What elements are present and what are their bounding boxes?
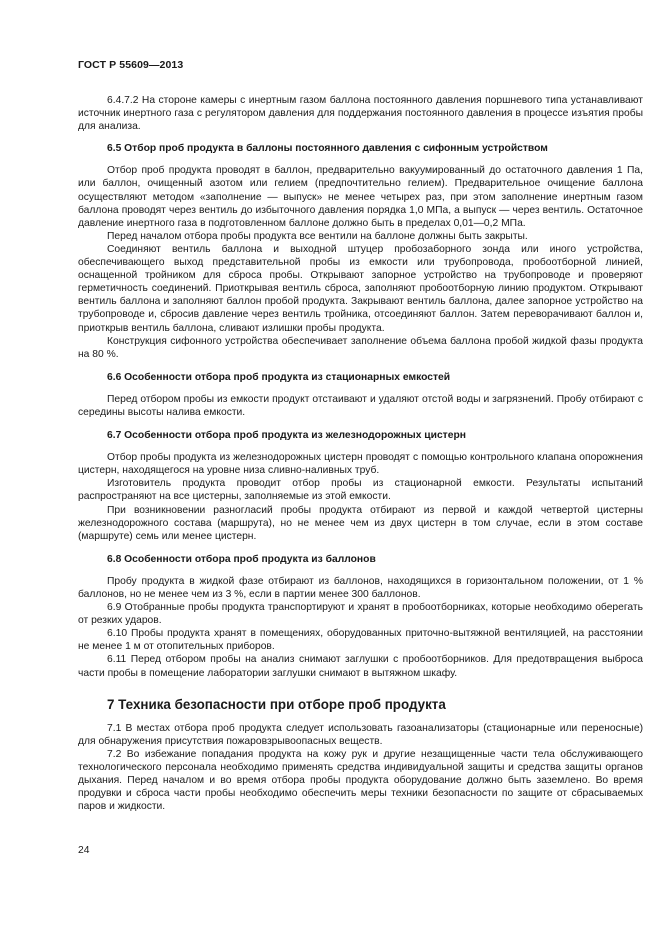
paragraph-6-7-a: Отбор пробы продукта из железнодорожных цистерн проводят с помощью контрольного клапана опорожнения цистерн, находящегося на уровне низа сливно-наливных труб. xyxy=(78,452,643,477)
paragraph-6-10: 6.10 Пробы продукта хранят в помещениях, оборудованных приточно-вытяжной вентиляцией, на расстоянии не менее 1 м от отопительных приборов. xyxy=(78,628,643,653)
heading-6-6: 6.6 Особенности отбора проб продукта из стационарных емкостей xyxy=(107,371,451,383)
paragraph-6-5-c: Соединяют вентиль баллона и выходной штуцер пробозаборного зонда или иного устройства, обеспечивающего выход представительной пробы из емкости или трубопровода, пробоотборной линией, оснащенной тройником для сброса пробы. Открывают запорное устройство на трубопроводе и проверяют герметичность соединений. Приоткрывая вентиль сброса, заполняют пробоотборную линию продуктом. Открывают вентиль баллона и заполняют баллон пробой продукта. Закрывают вентиль баллона, далее запорное устройство на трубопроводе и, сбросив давление через вентиль тройника, отсоединяют баллон. Затем переворачивают баллон и, приоткрыв вентиль баллона, сливают излишки пробы продукта. xyxy=(78,243,643,334)
paragraph-6-4-7-2: 6.4.7.2 На стороне камеры с инертным газом баллона постоянного давления поршневого типа устанавливают источник инертного газа с регулятором давления для поддержания постоянного давления в процессе изъятия пробы для анализа. xyxy=(78,95,643,133)
spacer xyxy=(78,155,643,164)
paragraph-6-5-b: Перед началом отбора пробы продукта все вентили на баллоне должны быть закрыты. xyxy=(107,230,528,242)
paragraph-6-7-b: Изготовитель продукта проводит отбор пробы из стационарной емкости. Результаты испытаний распространяют на все цистерны, заполняемые из этой емкости. xyxy=(78,478,643,503)
paragraph-7-1: 7.1 В местах отбора проб продукта следует использовать газоанализаторы (стационарные или переносные) для обнаружения присутствия пожаровзрывоопасных веществ. xyxy=(78,722,643,747)
paragraph-6-5-d: Конструкция сифонного устройства обеспечивает заполнение объема баллона пробой жидкой фазы продукта на 80 %. xyxy=(78,335,643,360)
paragraph-6-5-a: Отбор проб продукта проводят в баллон, предварительно вакуумированный до остаточного давления 1 Па, или баллон, очищенный азотом или гелием (предпочтительно гелием). Предварительное очищение баллона осуществляют методом «заполнение — выпуск» не менее четырех раз, при этом заполнение инертным газом баллона проводят через вентиль до избыточного давления порядка 1,0 МПа, а выпуск — через вентиль. Остаточное давление инертного газа в подготовленном баллоне должно быть в пределах 0,01—0,2 МПа. xyxy=(78,165,643,229)
document-body xyxy=(78,94,643,813)
paragraph-6-8: Пробу продукта в жидкой фазе отбирают из баллонов, находящихся в горизонтальном положении, от 1 % баллонов, но не менее чем из 3 %, если в партии менее 300 баллонов. xyxy=(78,575,643,600)
spacer xyxy=(78,566,643,575)
spacer xyxy=(78,442,643,451)
page-number: 24 xyxy=(78,845,90,856)
paragraph-7-2: 7.2 Во избежание попадания продукта на кожу рук и другие незащищенные части тела обслуживающего технологического персонала необходимо применять средства индивидуальной защиты и средства защиты органов дыхания. Перед началом и во время отбора пробы продукта оборудование должно быть заземлено. Во время продувки и сброса части пробы необходимо обеспечить меры техники безопасности по защите от сбрасываемых паров и жидкости. xyxy=(78,748,643,813)
spacer xyxy=(78,384,643,393)
heading-6-7: 6.7 Особенности отбора проб продукта из железнодорожных цистерн xyxy=(107,430,466,442)
spacer xyxy=(78,361,643,371)
spacer xyxy=(78,419,643,429)
spacer xyxy=(78,680,643,697)
paragraph-6-7-c: При возникновении разногласий пробы продукта отбирают из первой и каждой четвертой цистерны железнодорожного состава (маршрута), но не менее чем из двух цистерн в том случае, если в этом составе (маршруте) семь или менее цистерн. xyxy=(78,504,643,542)
paragraph-6-6: Перед отбором пробы из емкости продукт отстаивают и удаляют отстой воды и загрязнений. Пробу отбирают с середины высоты налива емкости. xyxy=(78,393,643,418)
spacer xyxy=(78,133,643,142)
heading-6-8: 6.8 Особенности отбора проб продукта из баллонов xyxy=(107,553,376,565)
spacer xyxy=(78,543,643,553)
heading-6-5: 6.5 Отбор проб продукта в баллоны постоянного давления с сифонным устройством xyxy=(107,143,548,155)
spacer xyxy=(78,713,643,722)
paragraph-6-11: 6.11 Перед отбором пробы на анализ снимают заглушки с пробоотборников. Для предотвращения выброса части пробы в помещение лаборатории заглушки снимают в вытяжном шкафу. xyxy=(78,654,643,679)
paragraph-6-9: 6.9 Отобранные пробы продукта транспортируют и хранят в пробоотборниках, которые необходимо оберегать от резких ударов. xyxy=(78,602,643,627)
standard-code-header: ГОСТ Р 55609—2013 xyxy=(78,59,184,71)
heading-7: 7 Техника безопасности при отборе проб продукта xyxy=(107,696,446,712)
